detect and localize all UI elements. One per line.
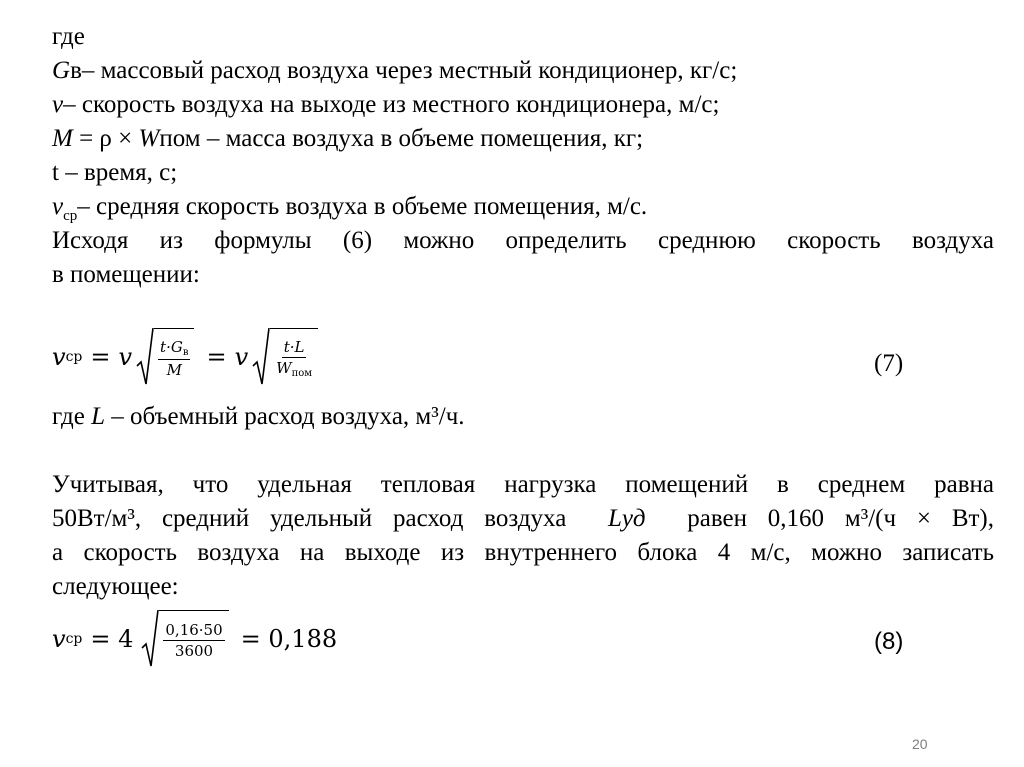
sqrt-3	[141, 610, 228, 668]
line-v-definition: v– скорость воздуха на выходе из местного кондиционера, м/с;	[52, 91, 720, 118]
paragraph-line-2: 50Вт/м³, средний удельный расход воздуха Lуд равен 0,160 м³/(ч × Вт),	[52, 505, 994, 532]
formula-7: v ср = v $\frac{t\cdot G_в}{M}$ = v $\frac{t\cdot L}{W_{пом}}$	[52, 328, 322, 386]
formula-8: v ср = 4 $\frac{0,16\cdot 50}{3600}$ = 0,188	[52, 610, 337, 668]
paragraph-line-4: следующее:	[52, 573, 179, 600]
fraction-1: $\frac{t\cdot G_в}{M}$	[160, 338, 189, 379]
paragraph-line-1: Учитывая, что удельная тепловая нагрузка помещений в среднем равна	[52, 471, 994, 498]
line-where: где	[52, 23, 85, 50]
fraction-2: $\frac{t\cdot L}{W_{пом}}$	[276, 338, 313, 379]
paragraph-line-3: а скорость воздуха на выходе из внутреннего блока 4 м/с, можно записать	[52, 539, 994, 566]
radical-sign-icon	[252, 328, 270, 386]
page-number: 20	[912, 736, 928, 752]
line-l-definition: где L – объемный расход воздуха, м³/ч.	[52, 403, 465, 430]
line-from-formula: Исходя из формулы (6) можно определить среднюю скорость воздуха	[52, 227, 994, 254]
sqrt-1	[136, 328, 194, 386]
fraction-3: $\frac{0,16\cdot 50}{3600}$	[165, 621, 223, 660]
line-in-room: в помещении:	[52, 261, 200, 288]
sqrt-2	[252, 328, 318, 386]
line-t-definition: t – время, с;	[52, 159, 178, 186]
line-vcp-definition: $v_{ср}-$ средняя скорость воздуха в объеме помещения, м/с.	[52, 193, 648, 224]
equation-number-7: (7)	[874, 350, 904, 377]
line-m-definition: M = ρ × Wпом – масса воздуха в объеме помещения, кг;	[52, 125, 644, 152]
radical-sign-icon	[136, 328, 154, 386]
radical-sign-icon	[141, 610, 159, 668]
line-gv-definition: Gв– массовый расход воздуха через местный кондиционер, кг/с;	[52, 57, 738, 84]
equation-number-8: (8)	[874, 628, 904, 655]
